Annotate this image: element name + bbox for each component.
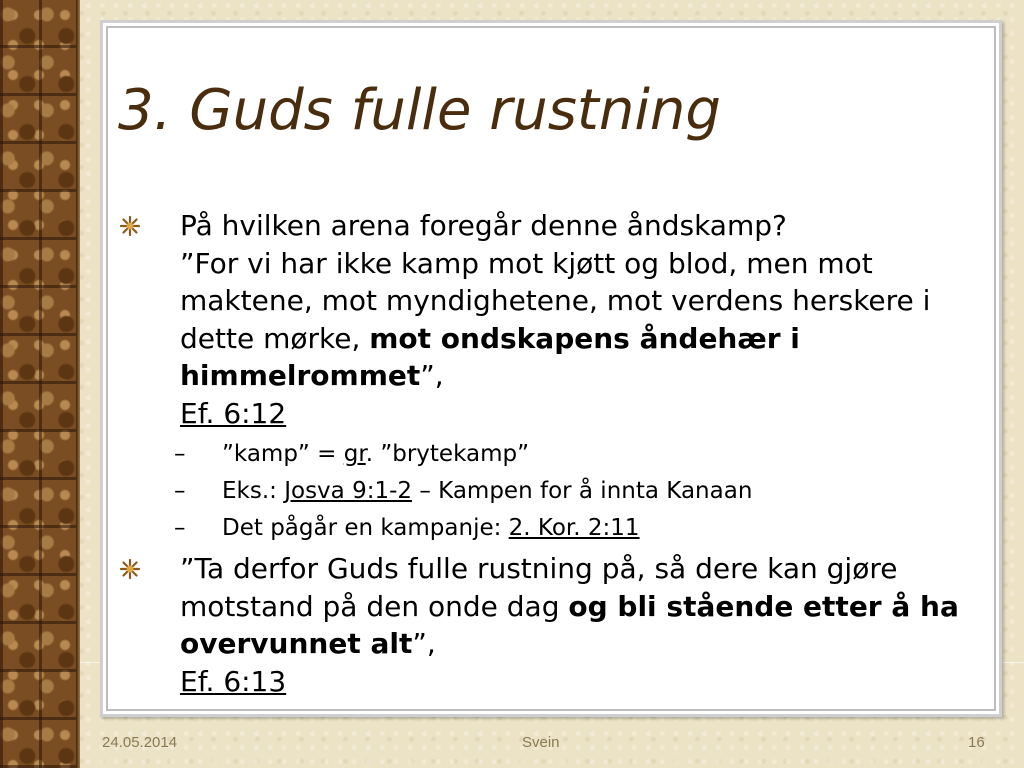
quote-text: ”For vi har ikke kamp mot kjøtt og blod, men mot maktene, mot myndighetene, mot verdens herskere i dette mørke, — [180, 246, 931, 355]
footer-page-number: 16 — [968, 734, 985, 751]
dash-marker: – — [174, 515, 186, 541]
sub-text: Det pågår en kampanje: — [222, 515, 509, 541]
sub-text-end: . ”brytekamp” — [365, 441, 530, 467]
quote-emphasis: og bli stående etter å ha overvunnet alt — [180, 589, 959, 660]
link-2-kor-2-11[interactable]: 2. Kor. 2:11 — [508, 515, 640, 541]
dash-marker: – — [174, 478, 186, 504]
slide-body — [118, 207, 978, 700]
link-josva-9-1-2[interactable]: Josva 9:1-2 — [284, 478, 413, 504]
sub-text: ”kamp” = — [222, 441, 344, 467]
decorative-wood-strip — [0, 0, 78, 768]
footer-date: 24.05.2014 — [102, 734, 178, 751]
reference-ef-6-13[interactable]: Ef. 6:13 — [180, 664, 287, 698]
sub-text-end: – Kampen for å innta Kanaan — [412, 478, 753, 504]
sub-item-josva — [118, 473, 978, 510]
starburst-bullet-icon — [120, 559, 140, 579]
bullet-rustning — [118, 550, 978, 700]
quote-close: ”, — [420, 359, 444, 392]
sub-text: Eks.: — [222, 478, 285, 504]
quote-text: ”Ta derfor Guds fulle rustning på, så dere kan gjøre motstand på den onde dag — [180, 552, 898, 623]
starburst-bullet-icon — [120, 216, 140, 236]
quote-emphasis: mot ondskapens åndehær i himmelrommet — [180, 321, 800, 392]
strip-edge — [76, 0, 80, 768]
footer-author: Svein — [522, 734, 560, 751]
bullet-arena — [118, 207, 978, 432]
link-gr[interactable]: gr — [343, 441, 366, 467]
question-text: På hvilken arena foregår denne åndskamp? — [180, 209, 787, 242]
slide-title: 3. Guds fulle rustning — [118, 78, 721, 143]
sub-item-kampanje — [118, 510, 978, 547]
reference-ef-6-12[interactable]: Ef. 6:12 — [180, 396, 287, 430]
dash-marker: – — [174, 441, 186, 467]
sub-item-kamp — [118, 436, 978, 473]
quote-close: ”, — [412, 627, 436, 660]
